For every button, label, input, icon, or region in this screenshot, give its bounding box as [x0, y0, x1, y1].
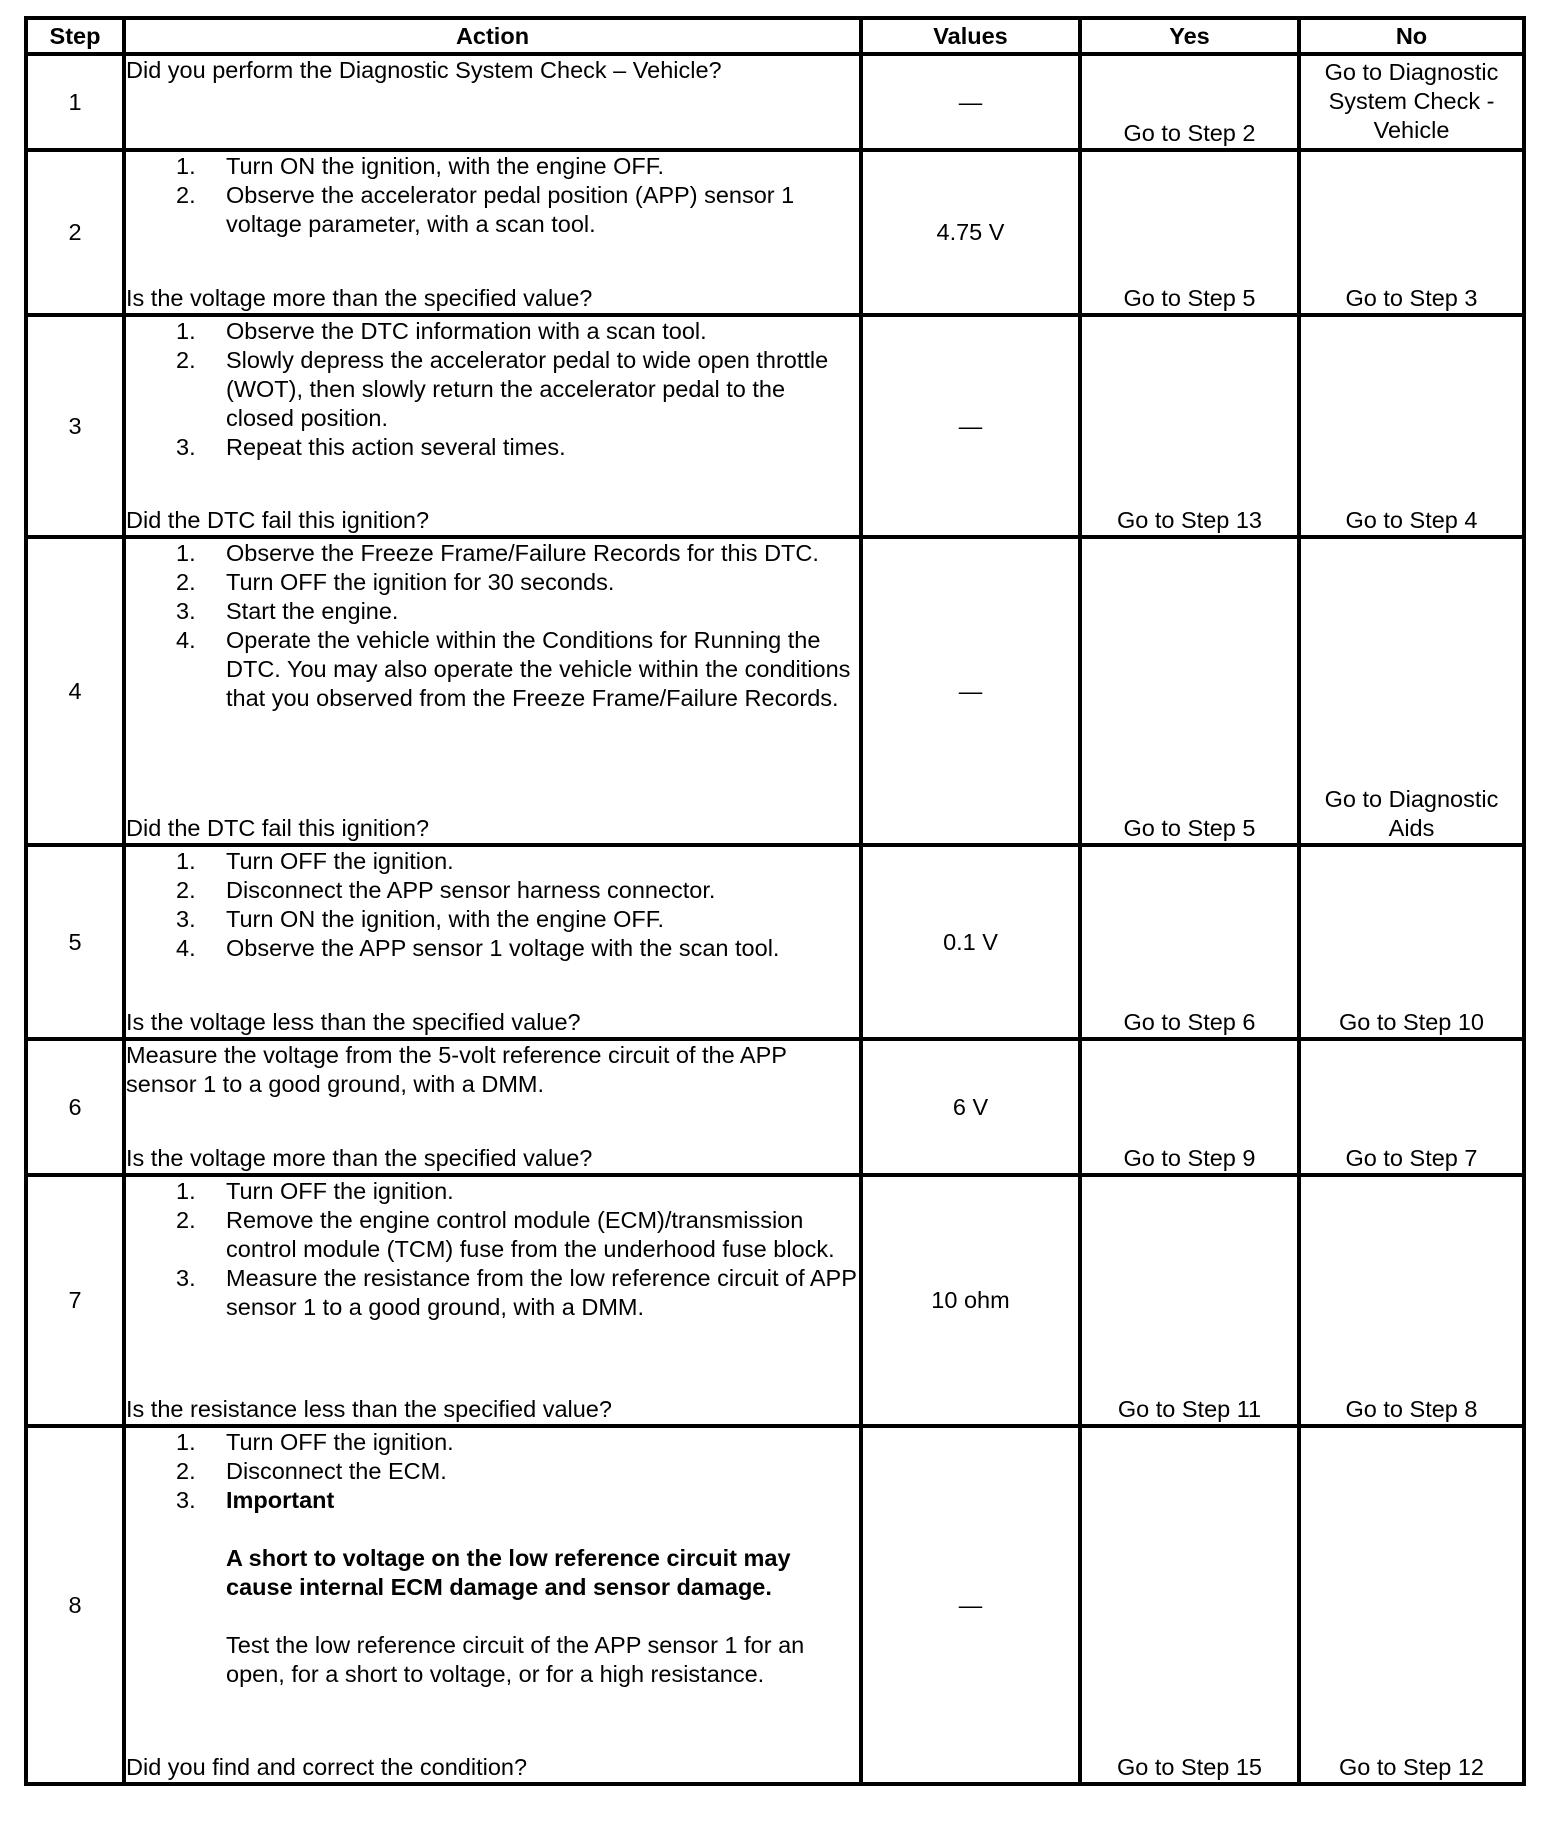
diagnostic-table — [24, 16, 1526, 1786]
action-cell — [124, 54, 861, 150]
header-step: Step — [26, 18, 124, 54]
action-step: 2. Turn OFF the ignition for 30 seconds. — [176, 569, 615, 595]
yes-cell: Go to Step 6 — [1080, 845, 1299, 1039]
action-step: 3. Start the engine. — [176, 598, 399, 624]
step-number: 1 — [26, 54, 124, 150]
action-steps — [126, 847, 859, 963]
value-cell: 10 ohm — [861, 1175, 1080, 1426]
value-cell: — — [861, 537, 1080, 845]
action-question: Is the voltage more than the specified value? — [126, 1145, 593, 1171]
action-step: 2. Observe the accelerator pedal position (APP) sensor 1 voltage parameter, with a scan tool. — [176, 182, 795, 237]
step-number: 2 — [26, 150, 124, 315]
action-step: 2. Disconnect the APP sensor harness connector. — [176, 877, 716, 903]
yes-cell: Go to Step 2 — [1080, 54, 1299, 150]
no-cell: Go to Step 10 — [1299, 845, 1524, 1039]
table-row — [26, 1039, 1524, 1175]
value-cell: — — [861, 1426, 1080, 1784]
yes-cell: Go to Step 11 — [1080, 1175, 1299, 1426]
action-step: 1. Turn ON the ignition, with the engine OFF. — [176, 153, 665, 179]
action-step: 4. Operate the vehicle within the Conditions for Running the DTC. You may also operate the vehicle within the conditions that you observed from the Freeze Frame/Failure Records. — [176, 627, 851, 711]
action-step: 4. Observe the APP sensor 1 voltage with the scan tool. — [176, 935, 780, 961]
action-cell — [124, 1175, 861, 1426]
action-cell — [124, 1426, 861, 1784]
header-row — [26, 18, 1524, 54]
important-label: Important — [226, 1487, 335, 1513]
action-step: 1. Turn OFF the ignition. — [176, 1429, 454, 1455]
action-question: Is the resistance less than the specified value? — [126, 1396, 612, 1422]
header-no: No — [1299, 18, 1524, 54]
action-steps — [126, 1177, 859, 1322]
header-values: Values — [861, 18, 1080, 54]
test-instruction: Test the low reference circuit of the APP sensor 1 for an open, for a short to voltage, or for a high resistance. — [226, 1632, 805, 1687]
action-step: 1. Turn OFF the ignition. — [176, 1178, 454, 1204]
value-cell: — — [861, 315, 1080, 537]
value-cell: 0.1 V — [861, 845, 1080, 1039]
action-question: Did the DTC fail this ignition? — [126, 507, 430, 533]
action-step: 3. Turn ON the ignition, with the engine OFF. — [176, 906, 665, 932]
action-step: 2. Slowly depress the accelerator pedal to wide open throttle (WOT), then slowly return the accelerator pedal to the closed position. — [176, 347, 829, 431]
header-yes: Yes — [1080, 18, 1299, 54]
yes-cell: Go to Step 15 — [1080, 1426, 1299, 1784]
yes-cell: Go to Step 13 — [1080, 315, 1299, 537]
action-step: 1. Observe the DTC information with a scan tool. — [176, 318, 707, 344]
table-row — [26, 315, 1524, 537]
no-cell: Go to Diagnostic System Check - Vehicle — [1299, 54, 1524, 150]
action-question: Did the DTC fail this ignition? — [126, 815, 430, 841]
table-row — [26, 845, 1524, 1039]
no-cell: Go to Step 7 — [1299, 1039, 1524, 1175]
action-cell — [124, 150, 861, 315]
action-text: Measure the voltage from the 5-volt reference circuit of the APP sensor 1 to a good ground, with a DMM. — [126, 1042, 787, 1097]
yes-cell: Go to Step 5 — [1080, 150, 1299, 315]
step-number: 7 — [26, 1175, 124, 1426]
no-cell: Go to Diagnostic Aids — [1299, 537, 1524, 845]
value-cell: 4.75 V — [861, 150, 1080, 315]
action-step: 1. Turn OFF the ignition. — [176, 848, 454, 874]
action-steps — [126, 152, 859, 239]
table-row — [26, 54, 1524, 150]
action-cell — [124, 845, 861, 1039]
value-cell: — — [861, 54, 1080, 150]
action-cell — [124, 315, 861, 537]
action-steps — [126, 1428, 859, 1689]
table-row — [26, 537, 1524, 845]
step-number: 5 — [26, 845, 124, 1039]
table-row — [26, 150, 1524, 315]
action-step: 3. Important A short to voltage on the low reference circuit may cause internal ECM damage and sensor damage. Test the low reference circuit of the APP sensor 1 for an open, for a short to voltage, or for a high resistance. — [126, 1486, 859, 1689]
no-cell: Go to Step 3 — [1299, 150, 1524, 315]
action-step: 3. Measure the resistance from the low reference circuit of APP sensor 1 to a good ground, with a DMM. — [176, 1265, 857, 1320]
yes-cell: Go to Step 5 — [1080, 537, 1299, 845]
action-steps — [126, 317, 859, 462]
table-row — [26, 1426, 1524, 1784]
action-step: 3. Repeat this action several times. — [176, 434, 566, 460]
table-row — [26, 1175, 1524, 1426]
action-step: 2. Remove the engine control module (ECM)/transmission control module (TCM) fuse from the underhood fuse block. — [176, 1207, 835, 1262]
action-step: 2. Disconnect the ECM. — [176, 1458, 447, 1484]
action-cell — [124, 1039, 861, 1175]
yes-cell: Go to Step 9 — [1080, 1039, 1299, 1175]
action-text: Did you perform the Diagnostic System Check – Vehicle? — [126, 57, 722, 83]
header-action: Action — [124, 18, 861, 54]
step-number: 3 — [26, 315, 124, 537]
no-cell: Go to Step 12 — [1299, 1426, 1524, 1784]
action-question: Is the voltage more than the specified value? — [126, 285, 593, 311]
action-question: Did you find and correct the condition? — [126, 1754, 528, 1780]
action-cell — [124, 537, 861, 845]
step-number: 6 — [26, 1039, 124, 1175]
action-steps — [126, 539, 859, 713]
step-number: 4 — [26, 537, 124, 845]
no-cell: Go to Step 4 — [1299, 315, 1524, 537]
no-cell: Go to Step 8 — [1299, 1175, 1524, 1426]
step-number: 8 — [26, 1426, 124, 1784]
important-warning: A short to voltage on the low reference circuit may cause internal ECM damage and sensor damage. — [226, 1545, 791, 1600]
action-step: 1. Observe the Freeze Frame/Failure Records for this DTC. — [176, 540, 819, 566]
value-cell: 6 V — [861, 1039, 1080, 1175]
action-question: Is the voltage less than the specified value? — [126, 1009, 581, 1035]
